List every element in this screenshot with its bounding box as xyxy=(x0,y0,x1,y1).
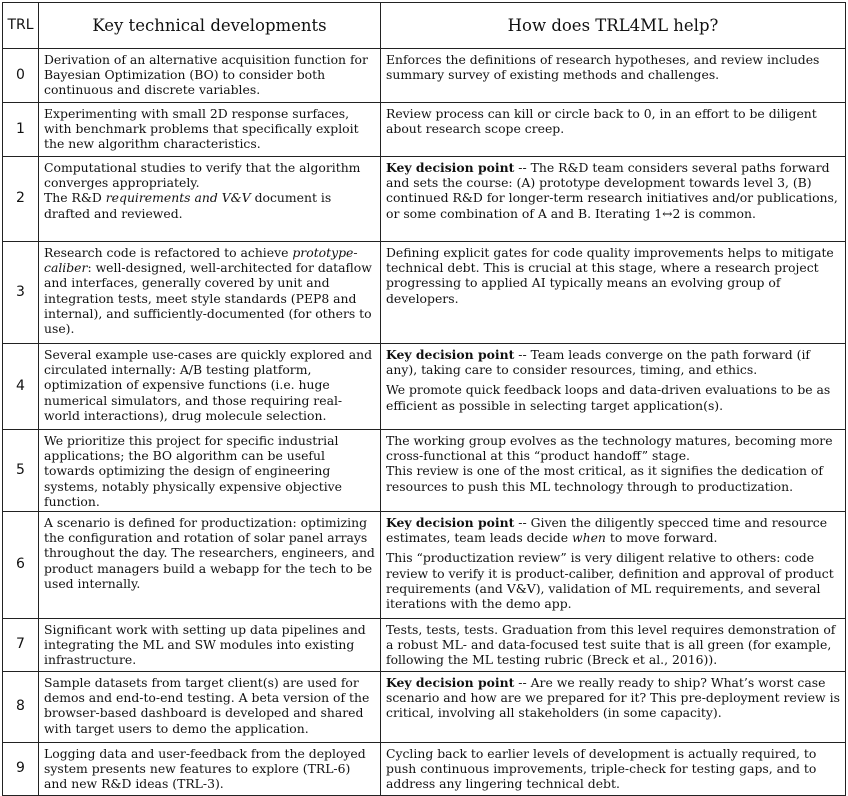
development-emphasis: prototype-caliber xyxy=(44,245,358,276)
development-text: : well-designed, well-architected for dataflow and interfaces, generally covered by unit and integration tests, meet style standards (PEP8 and internal), and sufficiently-documented (for others to use). xyxy=(44,260,372,337)
trl-level: 5 xyxy=(3,430,39,512)
help-emphasis: when xyxy=(572,530,606,546)
development-text: The R&D xyxy=(44,190,106,206)
development-cell xyxy=(39,242,381,344)
development-cell: Several example use-cases are quickly explored and circulated internally: A/B testing platform, optimization of expensive functions (i.e. huge numerical simulators, and those requiring real-world interactions), drug molecule selection. xyxy=(39,344,381,430)
table-row xyxy=(3,49,846,103)
trl-table xyxy=(2,2,846,796)
development-cell: Logging data and user-feedback from the deployed system presents new features to explore (TRL-6) and new R&D ideas (TRL-3). xyxy=(39,743,381,796)
development-text: document is drafted and reviewed. xyxy=(44,190,332,221)
help-cell: Defining explicit gates for code quality improvements helps to mitigate technical debt. This is crucial at this stage, where a research project progressing to applied AI typically means an evolving group of developers. xyxy=(381,242,846,344)
development-cell: Derivation of an alternative acquisition function for Bayesian Optimization (BO) to consider both continuous and discrete variables. xyxy=(39,49,381,103)
development-cell: Experimenting with small 2D response surfaces, with benchmark problems that specifically exploit the new algorithm characteristics. xyxy=(39,103,381,157)
trl-level: 1 xyxy=(3,103,39,157)
table-row xyxy=(3,242,846,344)
help-text: -- Are we really ready to ship? What’s worst case scenario and how are we prepared for it? This pre-deployment review is critical, involving all stakeholders (in some capacity). xyxy=(386,675,840,721)
help-cell: Tests, tests, tests. Graduation from this level requires demonstration of a robust ML- and data-focused test suite that is all green (for example, following the ML testing rubric (Breck et al., 2016)). xyxy=(381,619,846,672)
trl-level: 6 xyxy=(3,512,39,619)
development-cell: We prioritize this project for specific industrial applications; the BO algorithm can be useful towards optimizing the design of engineering systems, notably physically expensive objective function. xyxy=(39,430,381,512)
key-decision-label: Key decision point xyxy=(386,347,515,362)
header-key-developments: Key technical developments xyxy=(39,3,381,49)
help-paragraph: This “productization review” is very diligent relative to others: code review to verify it is product-caliber, definition and approval of product requirements (and V&V), validation of ML requirements, and several iterations with the demo app. xyxy=(386,550,834,612)
key-decision-label: Key decision point xyxy=(386,160,515,175)
table-row xyxy=(3,619,846,672)
table-row xyxy=(3,344,846,430)
help-text: The working group evolves as the technology matures, becoming more cross-functional at this “product handoff” stage. xyxy=(386,433,833,464)
table-row xyxy=(3,430,846,512)
development-emphasis: requirements and V&V xyxy=(105,190,251,206)
development-text: Research code is refactored to achieve xyxy=(44,245,293,260)
trl-level: 3 xyxy=(3,242,39,344)
table-row xyxy=(3,157,846,242)
table-row xyxy=(3,512,846,619)
help-cell xyxy=(381,344,846,430)
help-text: This review is one of the most critical, as it signifies the dedication of resources to push this ML technology through to productization. xyxy=(386,463,823,494)
table-row xyxy=(3,103,846,157)
help-cell xyxy=(381,672,846,743)
help-text: to move forward. xyxy=(605,530,718,546)
help-cell: Review process can kill or circle back to 0, in an effort to be diligent about research scope creep. xyxy=(381,103,846,157)
table-row xyxy=(3,672,846,743)
trl-level: 2 xyxy=(3,157,39,242)
help-paragraph: We promote quick feedback loops and data-driven evaluations to be as efficient as possible in selecting target application(s). xyxy=(386,382,831,413)
header-trl4ml-help: How does TRL4ML help? xyxy=(381,3,846,49)
trl-level: 9 xyxy=(3,743,39,796)
development-text: Computational studies to verify that the algorithm converges appropriately. xyxy=(44,160,361,191)
table-row xyxy=(3,743,846,796)
help-text: -- Team leads converge on the path forward (if any), taking care to consider resources, timing, and ethics. xyxy=(386,347,811,378)
development-cell: Sample datasets from target client(s) are used for demos and end-to-end testing. A beta version of the browser-based dashboard is developed and shared with target users to demo the application. xyxy=(39,672,381,743)
help-cell: Enforces the definitions of research hypotheses, and review includes summary survey of existing methods and challenges. xyxy=(381,49,846,103)
development-cell: A scenario is defined for productization: optimizing the configuration and rotation of solar panel arrays throughout the day. The researchers, engineers, and product managers build a webapp for the tech to be used internally. xyxy=(39,512,381,619)
header-trl: TRL xyxy=(3,3,39,49)
help-cell: Cycling back to earlier levels of development is actually required, to push continuous improvements, triple-check for testing gaps, and to address any lingering technical debt. xyxy=(381,743,846,796)
help-text: -- Given the diligently specced time and resource estimates, team leads decide xyxy=(386,515,828,546)
help-text: -- The R&D team considers several paths forward and sets the course: (A) prototype development towards level 3, (B) continued R&D for longer-term research initiatives and/or publications, or some combination of A and B. Iterating 1↔2 is common. xyxy=(386,160,838,221)
trl-level: 0 xyxy=(3,49,39,103)
help-cell xyxy=(381,430,846,512)
key-decision-label: Key decision point xyxy=(386,515,515,531)
table-header xyxy=(3,3,846,49)
development-cell xyxy=(39,157,381,242)
development-cell: Significant work with setting up data pipelines and integrating the ML and SW modules into existing infrastructure. xyxy=(39,619,381,672)
trl-level: 7 xyxy=(3,619,39,672)
help-cell xyxy=(381,157,846,242)
trl-level: 4 xyxy=(3,344,39,430)
trl-level: 8 xyxy=(3,672,39,743)
key-decision-label: Key decision point xyxy=(386,675,515,691)
help-cell xyxy=(381,512,846,619)
